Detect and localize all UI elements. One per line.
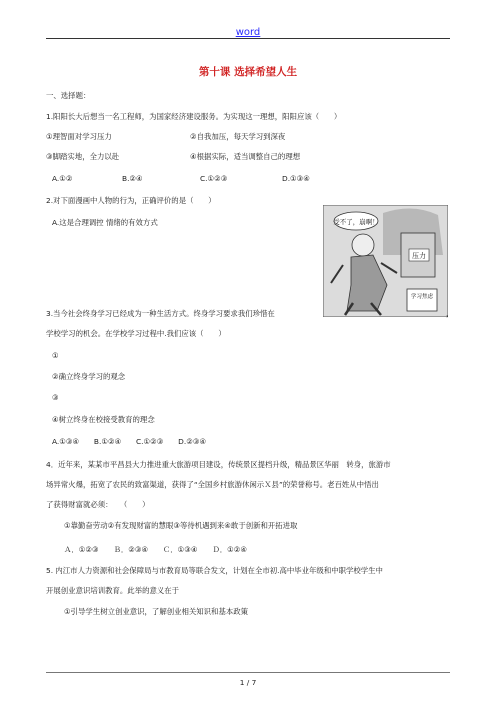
q1-option: C.①②③ xyxy=(200,174,228,183)
q1-item: ③脚踏实地，全力以赴 xyxy=(46,152,120,161)
header-rule xyxy=(46,38,450,39)
q4-line: 4．近年来，某某市平昌县大力推进重大旅游项目建设，传统景区提档升级，精品景区华丽 转身，旅游市 xyxy=(46,460,391,469)
q1-option: D.①③④ xyxy=(282,174,310,183)
page-title: 第十课 选择希望人生 xyxy=(198,66,298,78)
page-number: 1 / 7 xyxy=(239,678,257,687)
q1-item: ④根据实际，适当调整自己的理想 xyxy=(190,152,301,161)
q4-options: Ａ．①②③ Ｂ．②③④ Ｃ．①③④ Ｄ．①②④ xyxy=(64,545,247,554)
q3-stem: 3.当今社会终身学习已经成为一种生活方式。终身学习要求我们珍惜在 xyxy=(46,309,275,318)
q1-option: B.②④ xyxy=(122,174,143,183)
q3-item: ③ xyxy=(52,393,59,402)
q2-option-a: A.这是合理调控 情绪的有效方式 xyxy=(52,218,158,227)
q3-item: ②确立终身学习的观念 xyxy=(52,372,126,381)
q1-item: ②自我加压，每天学习到深夜 xyxy=(190,132,286,141)
q4-line: 了获得财富就必须： （ ） xyxy=(46,500,150,509)
q1-item: ①理智面对学习压力 xyxy=(46,132,112,141)
q3-item: ④树立终身在校接受教育的理念 xyxy=(52,415,155,424)
stress-cartoon-image xyxy=(323,205,448,317)
cartoon-label-pressure: 压力 xyxy=(412,252,426,260)
q4-line: 场异常火爆，拓宽了农民的致富渠道，获得了“全国乡村旅游休闲示Ｘ县”的荣誉称号。老百姓从中悟出 xyxy=(46,480,379,489)
q2-stem: 2.对下面漫画中人物的行为，正确评价的是（ ） xyxy=(46,196,216,205)
header-link[interactable]: word xyxy=(235,27,261,38)
q5-item: ①引导学生树立创业意识，了解创业相关知识和基本政策 xyxy=(64,607,249,616)
footer-rule xyxy=(46,672,450,673)
q3-item: ① xyxy=(52,351,59,360)
q5-line: 开展创业意识培训教育。此举的意义在于 xyxy=(46,586,180,595)
q1-stem: 1.阳阳长大后想当一名工程师，为国家经济建设服务。为实现这一理想，阳阳应该（ ） xyxy=(46,112,342,121)
q1-option: A.①② xyxy=(52,174,73,183)
q3-options: A.①③④ B.①②④ C.①②③ D.②③④ xyxy=(52,437,207,446)
cartoon-bubble-text: 受不了，崩啊！ xyxy=(333,218,379,226)
q4-items: ①靠勤奋劳动②有发现财富的慧眼③等待机遇到来④敢于创新和开拓进取 xyxy=(64,521,298,530)
header xyxy=(0,20,496,39)
q5-line: 5. 内江市人力资源和社会保障局与市教育局等联合发文，计划在全市初.高中毕业年级和中职学校学生中 xyxy=(46,566,383,575)
section-heading: 一、选择题： xyxy=(46,91,91,100)
cartoon-label-anxiety: 学习焦虑 xyxy=(410,294,434,300)
q3-stem-2: 学校学习的机会。在学校学习过程中.我们应该（ ） xyxy=(46,329,226,338)
q3-comma: ， xyxy=(446,309,454,318)
